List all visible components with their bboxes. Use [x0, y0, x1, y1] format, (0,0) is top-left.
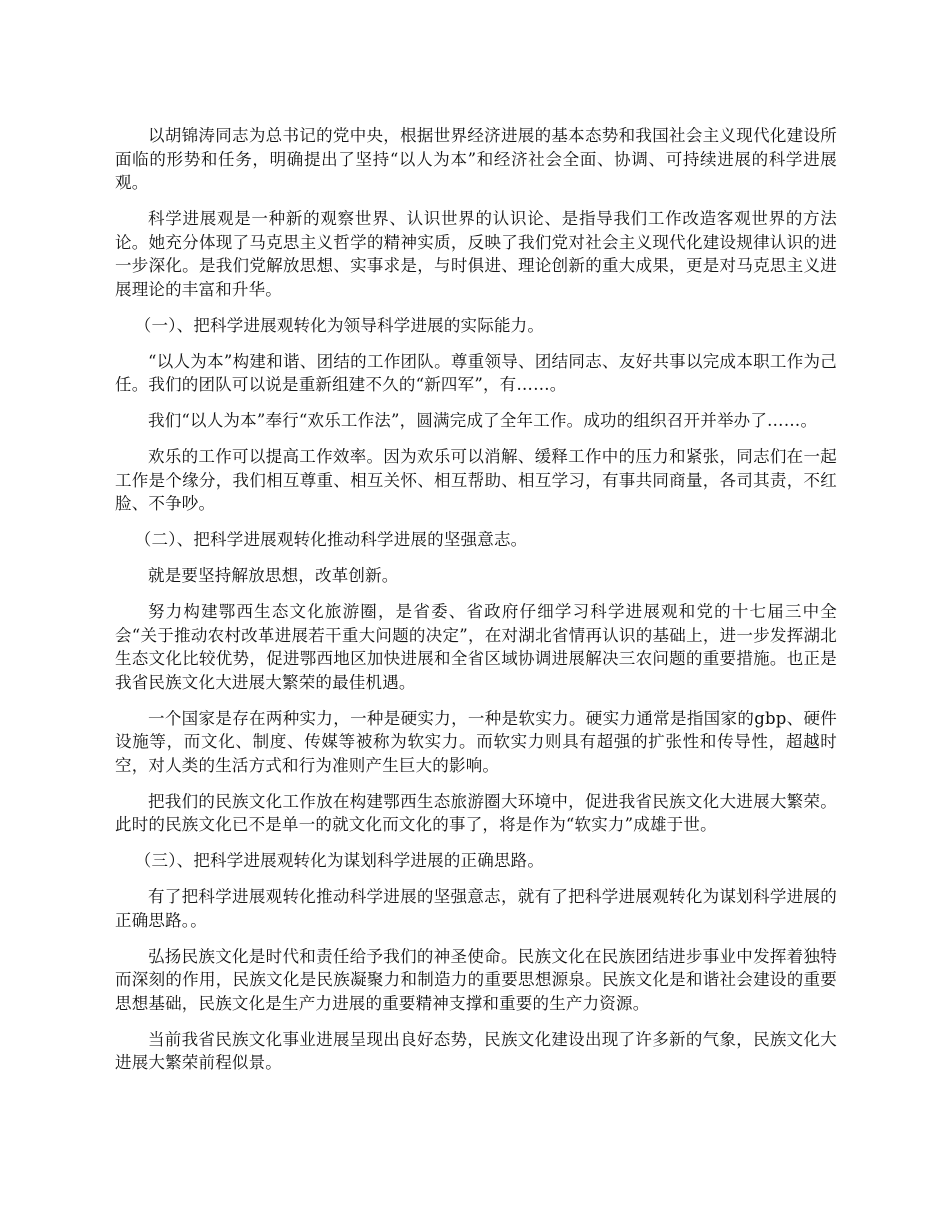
- paragraph-correct-path: 有了把科学进展观转化推动科学进展的坚强意志，就有了把科学进展观转化为谋划科学进展的正确思路。。: [115, 887, 837, 930]
- paragraph-methodology: 科学进展观是一种新的观察世界、认识世界的认识论、是指导我们工作改造客观世界的方法论。她充分体现了马克思主义哲学的精神实质，反映了我们党对社会主义现代化建设规律认识的进一步深化。是我们党解放思想、实事求是，与时俱进、理论创新的重大成果，更是对马克思主义进展理论的丰富和升华。: [115, 209, 837, 299]
- paragraph-soft-power: 一个国家是存在两种实力，一种是硬实力，一种是软实力。硬实力通常是指国家的gbp、硬件设施等，而文化、制度、传媒等被称为软实力。而软实力则具有超强的扩张性和传导性，超越时空，对人类的生活方式和行为准则产生巨大的影响。: [115, 708, 837, 775]
- paragraph-team: “以人为本”构建和谐、团结的工作团队。尊重领导、团结同志、友好共事以完成本职工作为己任。我们的团队可以说是重新组建不久的“新四军”，有……。: [115, 351, 837, 394]
- paragraph-efficiency: 欢乐的工作可以提高工作效率。因为欢乐可以消解、缓释工作中的压力和紧张，同志们在一起工作是个缘分，我们相互尊重、相互关怀、相互帮助、相互学习，有事共同商量，各司其责，不红脸、不争吵。: [115, 447, 837, 513]
- paragraph-tourism-circle: 努力构建鄂西生态文化旅游圈，是省委、省政府仔细学习科学进展观和党的十七届三中全会“关于推动农村改革进展若干重大问题的决定”，在对湖北省情再认识的基础上，进一步发挥湖北生态文化比较优势，促进鄂西地区加快进展和全省区域协调进展解决三农问题的重要措施。也正是我省民族文化大进展大繁荣的最佳机遇。: [115, 602, 837, 692]
- paragraph-intro: 以胡锦涛同志为总书记的党中央，根据世界经济进展的基本态势和我国社会主义现代化建设所面临的形势和任务，明确提出了坚持“以人为本”和经济社会全面、协调、可持续进展的科学进展观。: [115, 126, 837, 192]
- document-body: [115, 124, 837, 1087]
- section-heading-3: （三）、把科学进展观转化为谋划科学进展的正确思路。: [134, 851, 545, 870]
- paragraph-happy-work: 我们“以人为本”奉行“欢乐工作法”，圆满完成了全年工作。成功的组织召开并举办了……。: [148, 411, 818, 430]
- paragraph-reform: 就是要坚持解放思想，改革创新。: [148, 566, 399, 585]
- paragraph-outlook: 当前我省民族文化事业进展呈现出良好态势，民族文化建设出现了许多新的气象，民族文化大进展大繁荣前程似景。: [115, 1029, 837, 1072]
- paragraph-ethnic-culture: 把我们的民族文化工作放在构建鄂西生态旅游圈大环境中，促进我省民族文化大进展大繁荣。此时的民族文化已不是单一的就文化而文化的事了，将是作为“软实力”成雄于世。: [115, 791, 837, 834]
- section-heading-1: （一）、把科学进展观转化为领导科学进展的实际能力。: [134, 315, 545, 335]
- section-heading-2: （二）、把科学进展观转化推动科学进展的坚强意志。: [134, 530, 528, 549]
- paragraph-mission: 弘扬民族文化是时代和责任给予我们的神圣使命。民族文化在民族团结进步事业中发挥着独特而深刻的作用，民族文化是民族凝聚力和制造力的重要思想源泉。民族文化是和谐社会建设的重要思想基础，民族文化是生产力进展的重要精神支撑和重要的生产力资源。: [115, 946, 837, 1013]
